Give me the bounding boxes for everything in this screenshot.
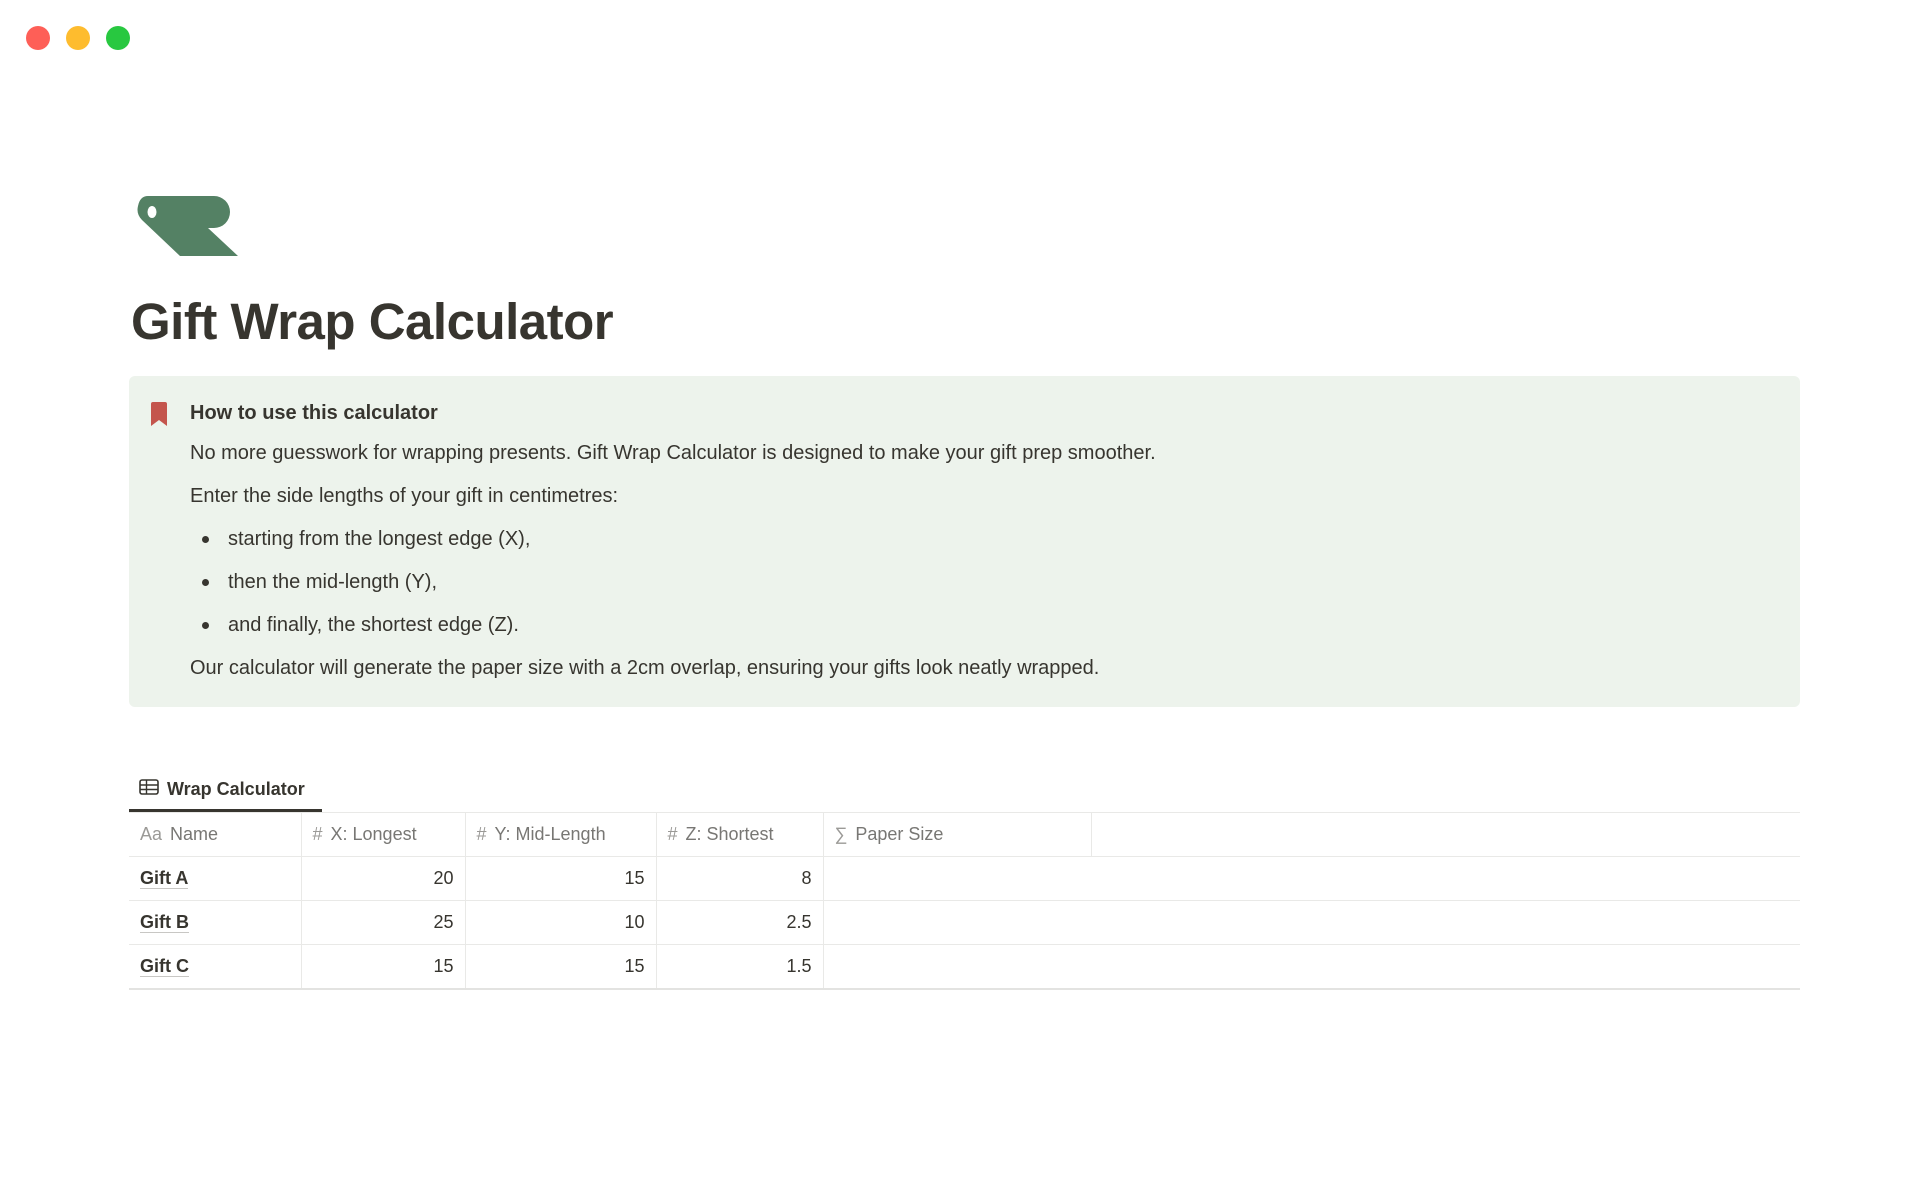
column-header-name[interactable]: Aa Name	[129, 813, 301, 857]
cell-paper-size[interactable]	[823, 857, 1800, 901]
cell-y[interactable]: 15	[465, 857, 656, 901]
text-property-icon: Aa	[140, 824, 163, 844]
column-header-z[interactable]: # Z: Shortest	[656, 813, 823, 857]
cell-x[interactable]: 15	[301, 945, 465, 989]
bullet-list	[190, 526, 1770, 638]
table-row[interactable]	[129, 945, 1800, 989]
empty-column	[1091, 813, 1800, 857]
minimize-window-button[interactable]	[66, 26, 90, 50]
formula-property-icon: ∑	[834, 824, 848, 844]
bullet-item: then the mid-length (Y),	[190, 569, 1770, 595]
close-window-button[interactable]	[26, 26, 50, 50]
callout-intro: No more guesswork for wrapping presents. Gift Wrap Calculator is designed to make your gift prep smoother.	[190, 442, 1156, 464]
number-property-icon: #	[667, 824, 678, 844]
column-header-y[interactable]: # Y: Mid-Length	[465, 813, 656, 857]
number-property-icon: #	[476, 824, 487, 844]
tab-wrap-calculator[interactable]	[129, 770, 322, 812]
bookmark-icon	[151, 402, 167, 431]
column-header-x[interactable]: # X: Longest	[301, 813, 465, 857]
cell-x[interactable]: 25	[301, 901, 465, 945]
cell-y[interactable]: 10	[465, 901, 656, 945]
cell-name[interactable]: Gift C	[129, 945, 301, 989]
cell-name[interactable]: Gift B	[129, 901, 301, 945]
cell-paper-size[interactable]	[823, 945, 1800, 989]
maximize-window-button[interactable]	[106, 26, 130, 50]
column-header-paper-size[interactable]: ∑ Paper Size	[823, 813, 1091, 857]
cell-z[interactable]: 1.5	[656, 945, 823, 989]
bullet-item: and finally, the shortest edge (Z).	[190, 612, 1770, 638]
callout-outro: Our calculator will generate the paper size with a 2cm overlap, ensuring your gifts look neatly wrapped.	[190, 657, 1100, 679]
table-row[interactable]	[129, 857, 1800, 901]
instructions-callout	[129, 376, 1800, 707]
wrap-calculator-table	[129, 812, 1800, 990]
callout-instruction: Enter the side lengths of your gift in centimetres:	[190, 485, 618, 507]
callout-title: How to use this calculator	[190, 402, 438, 424]
table-icon	[139, 779, 159, 800]
page-title: Gift Wrap Calculator	[131, 293, 614, 350]
table-row[interactable]	[129, 901, 1800, 945]
cell-y[interactable]: 15	[465, 945, 656, 989]
cell-x[interactable]: 20	[301, 857, 465, 901]
number-property-icon: #	[312, 824, 323, 844]
cell-z[interactable]: 8	[656, 857, 823, 901]
bullet-item: starting from the longest edge (X),	[190, 526, 1770, 552]
cell-name[interactable]: Gift A	[129, 857, 301, 901]
cell-paper-size[interactable]	[823, 901, 1800, 945]
tab-label: Wrap Calculator	[167, 779, 305, 799]
cell-z[interactable]: 2.5	[656, 901, 823, 945]
gift-wrap-roll-icon	[136, 190, 240, 263]
